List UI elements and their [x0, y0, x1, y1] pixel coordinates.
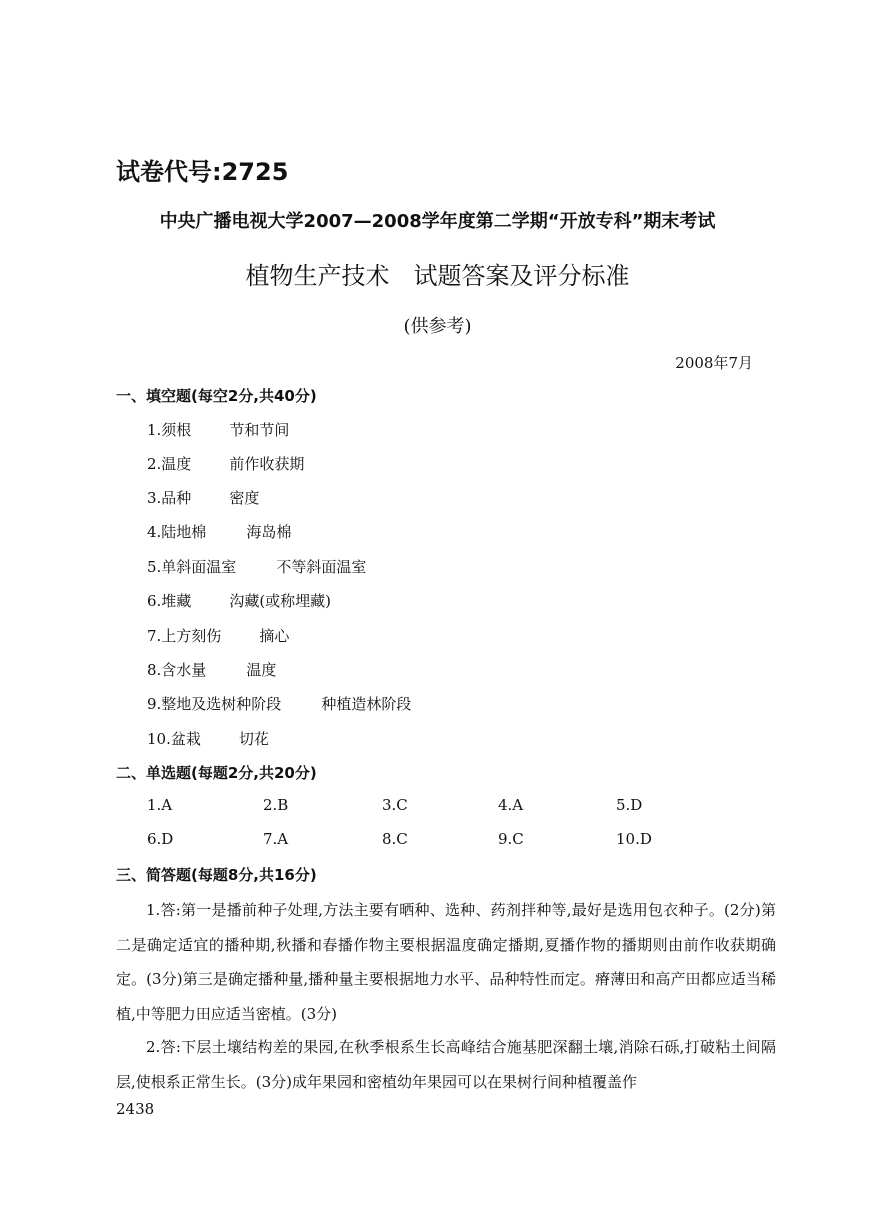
short-answer-2: 2.答:下层土壤结构差的果园,在秋季根系生长高峰结合施基肥深翻土壤,消除石砾,打破粘土间隔层,使根系正常生长。(3分)成年果园和密植幼年果园可以在果树行间种植覆盖作	[116, 1038, 776, 1091]
choice-answer: 7.A	[263, 830, 289, 848]
fill-blank-answer: 6.堆藏 沟藏(或称埋藏)	[147, 592, 332, 610]
choice-answer: 6.D	[147, 830, 174, 848]
choice-answer: 8.C	[382, 830, 408, 848]
fill-blank-answer: 8.含水量 温度	[147, 661, 277, 679]
fill-blank-answer: 4.陆地棉 海岛棉	[147, 523, 292, 541]
exam-code: 试卷代号:2725	[116, 158, 289, 186]
choice-answer: 9.C	[498, 830, 524, 848]
fill-blank-answer: 3.品种 密度	[147, 489, 260, 507]
section-single-choice-heading: 二、单选题(每题2分,共20分)	[116, 764, 317, 782]
fill-blank-answer: 5.单斜面温室 不等斜面温室	[147, 558, 367, 576]
reference-note: (供参考)	[403, 316, 472, 337]
choice-answer: 4.A	[498, 796, 524, 814]
section-short-answer-heading: 三、简答题(每题8分,共16分)	[116, 866, 317, 884]
subtitle-answer-key: 试题答案及评分标准	[413, 262, 630, 290]
choice-answer: 1.A	[147, 796, 173, 814]
choice-answer-row	[147, 830, 747, 850]
exam-subtitle	[0, 256, 875, 291]
fill-blank-answer: 10.盆栽 切花	[147, 730, 269, 748]
choice-answer: 5.D	[616, 796, 643, 814]
section-fill-blank-heading: 一、填空题(每空2分,共40分)	[116, 387, 317, 405]
choice-answer: 2.B	[263, 796, 289, 814]
short-answer-1: 1.答:第一是播前种子处理,方法主要有晒种、选种、药剂拌种等,最好是选用包衣种子。(2分)第二是确定适宜的播种期,秋播和春播作物主要根据温度确定播期,夏播作物的播期则由前作收获期确定。(3分)第三是确定播种量,播种量主要根据地力水平、品种特性而定。瘠薄田和高产田都应适当稀植,中等肥力田应适当密植。(3分)	[116, 901, 776, 1023]
exam-title: 中央广播电视大学2007—2008学年度第二学期“开放专科”期末考试	[159, 211, 716, 232]
choice-answer: 3.C	[382, 796, 408, 814]
choice-answer-row	[147, 796, 747, 816]
page-number: 2438	[116, 1100, 155, 1118]
fill-blank-answer: 1.须根 节和节间	[147, 421, 290, 439]
fill-blank-answer: 2.温度 前作收获期	[147, 455, 305, 473]
fill-blank-answer: 7.上方刻伤 摘心	[147, 627, 290, 645]
exam-date: 2008年7月	[675, 354, 753, 372]
fill-blank-answer: 9.整地及选树种阶段 种植造林阶段	[147, 695, 412, 713]
subtitle-course: 植物生产技术	[245, 262, 390, 290]
choice-answer: 10.D	[616, 830, 652, 848]
